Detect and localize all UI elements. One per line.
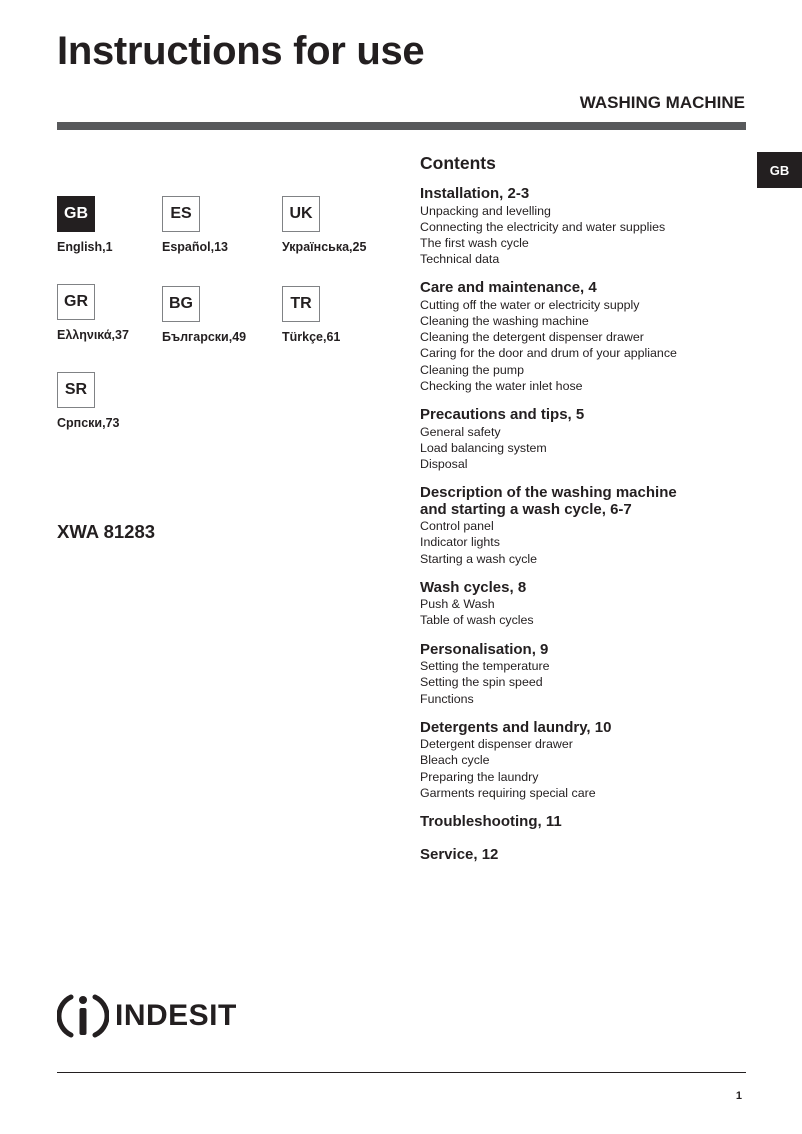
- toc-item[interactable]: Indicator lights: [420, 535, 500, 550]
- toc-item[interactable]: Cleaning the washing machine: [420, 314, 589, 329]
- language-box-sr[interactable]: SR: [57, 372, 95, 408]
- toc-section-title[interactable]: Detergents and laundry, 10: [420, 718, 612, 736]
- toc-item[interactable]: Disposal: [420, 456, 468, 471]
- language-side-tab: GB: [757, 152, 802, 188]
- toc-item[interactable]: Unpacking and levelling: [420, 203, 551, 218]
- brand-logo: [57, 990, 237, 1042]
- toc-item[interactable]: Garments requiring special care: [420, 785, 596, 800]
- footer-rule: [57, 1072, 746, 1073]
- language-label-uk: Українська,25: [282, 240, 367, 254]
- page-number: 1: [735, 1090, 742, 1102]
- toc-section-title[interactable]: Wash cycles, 8: [420, 578, 527, 596]
- toc-section-title[interactable]: Personalisation, 9: [420, 640, 549, 658]
- language-box-gr[interactable]: GR: [57, 284, 95, 320]
- language-box-uk[interactable]: UK: [282, 196, 320, 232]
- toc-section-title[interactable]: Care and maintenance, 4: [420, 279, 597, 297]
- toc-section-description: [420, 485, 750, 567]
- toc-item[interactable]: Setting the temperature: [420, 659, 550, 674]
- indesit-logo-icon: [57, 990, 109, 1042]
- toc-item[interactable]: The first wash cycle: [420, 235, 529, 250]
- toc-section-title[interactable]: Service, 12: [420, 845, 499, 863]
- toc-item[interactable]: Control panel: [420, 519, 494, 534]
- toc-item[interactable]: Preparing the laundry: [420, 769, 539, 784]
- model-number: XWA 81283: [57, 521, 156, 542]
- product-type: WASHING MACHINE: [579, 93, 745, 112]
- toc-item[interactable]: Cleaning the detergent dispenser drawer: [420, 330, 644, 345]
- toc-item[interactable]: Functions: [420, 691, 474, 706]
- toc-item[interactable]: Starting a wash cycle: [420, 551, 538, 566]
- toc-section-detergents: [420, 720, 750, 801]
- toc-item[interactable]: Technical data: [420, 252, 500, 267]
- toc-section-wash-cycles: [420, 580, 750, 629]
- header-rule: [57, 122, 746, 130]
- toc-section-personalisation: [420, 642, 750, 707]
- toc-item[interactable]: Load balancing system: [420, 440, 547, 455]
- language-label-es: Español,13: [162, 240, 228, 254]
- toc-item[interactable]: Table of wash cycles: [420, 613, 534, 628]
- language-label-tr: Türkçe,61: [282, 330, 341, 344]
- toc-item[interactable]: Caring for the door and drum of your appliance: [420, 346, 677, 361]
- toc-section-title[interactable]: and starting a wash cycle, 6-7: [420, 500, 632, 518]
- page-title: Instructions for use: [57, 29, 425, 73]
- toc-section-care: [420, 280, 750, 394]
- toc-section-troubleshooting: [420, 814, 750, 831]
- toc-section-title[interactable]: Installation, 2-3: [420, 185, 530, 202]
- toc-section-installation: [420, 186, 750, 267]
- toc-item[interactable]: Push & Wash: [420, 597, 495, 612]
- toc-section-title[interactable]: Troubleshooting, 11: [420, 813, 562, 831]
- contents-title: Contents: [420, 153, 496, 173]
- language-label-bg: Български,49: [162, 330, 247, 344]
- toc-section-title[interactable]: Precautions and tips, 5: [420, 406, 585, 424]
- toc-item[interactable]: Bleach cycle: [420, 753, 490, 768]
- language-box-gb[interactable]: GB: [57, 196, 95, 232]
- toc-section-precautions: [420, 407, 750, 472]
- brand-name: INDESIT: [115, 999, 237, 1032]
- toc-section-service: [420, 847, 750, 864]
- language-box-es[interactable]: ES: [162, 196, 200, 232]
- toc-section-title[interactable]: Description of the washing machine: [420, 484, 677, 502]
- language-box-tr[interactable]: TR: [282, 286, 320, 322]
- toc-item[interactable]: General safety: [420, 424, 501, 439]
- language-label-sr: Српски,73: [57, 416, 120, 430]
- language-label-gb: English,1: [57, 240, 113, 254]
- toc-item[interactable]: Cutting off the water or electricity supply: [420, 297, 640, 312]
- language-label-gr: Ελληνικά,37: [57, 328, 129, 342]
- toc-item[interactable]: Cleaning the pump: [420, 362, 525, 377]
- table-of-contents: [420, 152, 750, 876]
- toc-item[interactable]: Detergent dispenser drawer: [420, 737, 573, 752]
- toc-item[interactable]: Checking the water inlet hose: [420, 378, 583, 393]
- toc-item[interactable]: Setting the spin speed: [420, 675, 543, 690]
- toc-item[interactable]: Connecting the electricity and water supplies: [420, 219, 666, 234]
- language-box-bg[interactable]: BG: [162, 286, 200, 322]
